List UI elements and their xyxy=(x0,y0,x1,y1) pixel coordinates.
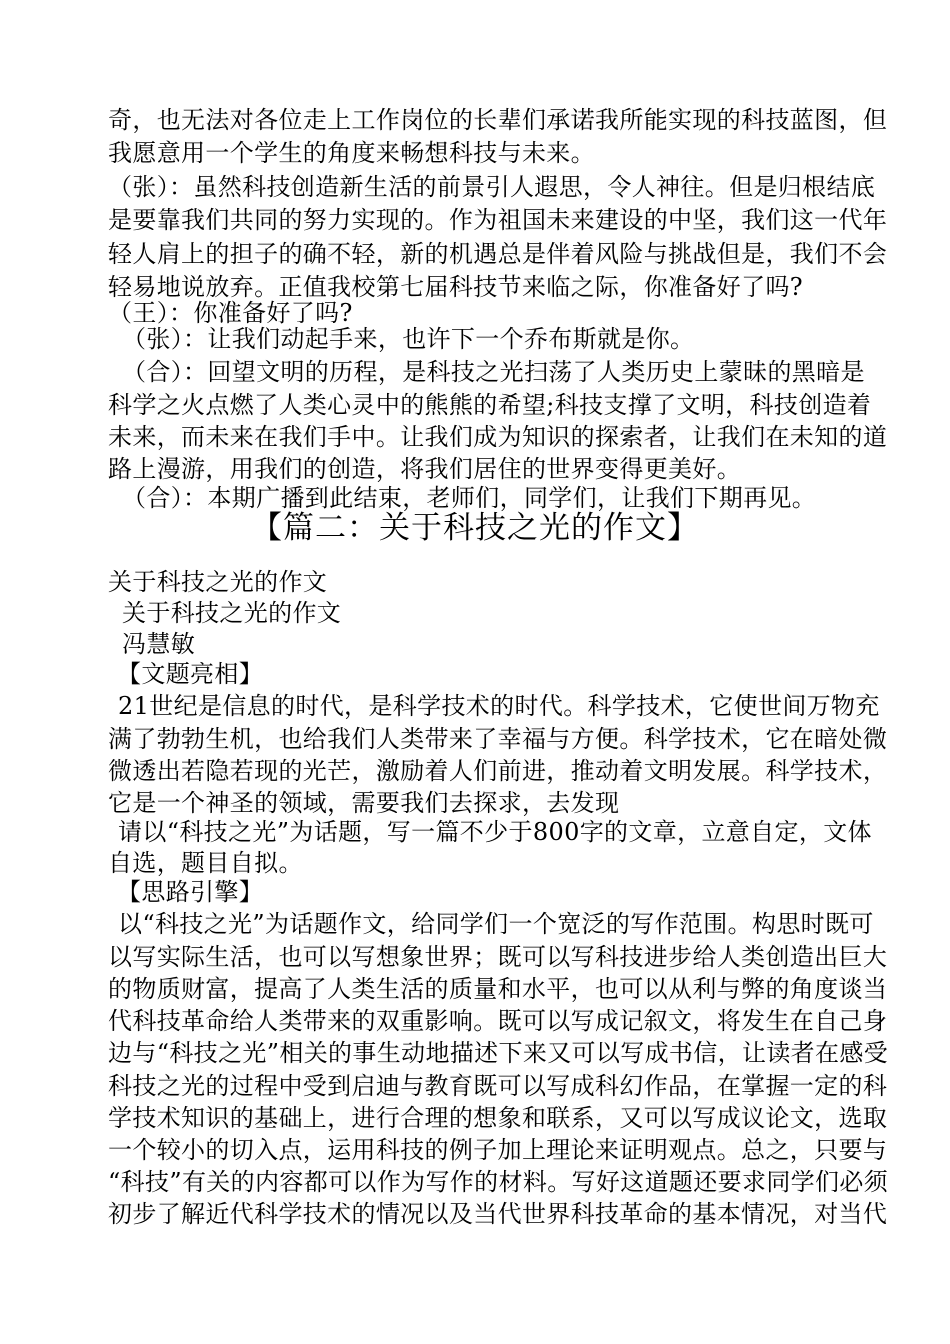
dialogue-line-wang: （王）：你准备好了吗? xyxy=(108,299,353,327)
paragraph-line: 学技术知识的基础上，进行合理的想象和联系，又可以写成议论文，选取 xyxy=(108,1104,888,1132)
subsection-label: 【文题亮相】 xyxy=(117,660,264,688)
paragraph-line: 我愿意用一个学生的角度来畅想科技与未来。 xyxy=(108,139,595,167)
author-name: 冯慧敏 xyxy=(122,630,196,658)
paragraph-line: 边与“科技之光”相关的事生动地描述下来又可以写成书信，让读者在感受 xyxy=(108,1039,889,1067)
paragraph-line: 路上漫游，用我们的创造，将我们居住的世界变得更美好。 xyxy=(108,455,742,483)
paragraph-line: 它是一个神圣的领域，需要我们去探求，去发现 xyxy=(108,789,620,817)
dialogue-line-zhang: （张）：让我们动起手来，也许下一个乔布斯就是你。 xyxy=(122,325,695,353)
dialogue-line-zhang: （张）：虽然科技创造新生活的前景引人遐思，令人神往。但是归根结底 xyxy=(108,173,876,201)
paragraph-line: 是要靠我们共同的努力实现的。作为祖国未来建设的中坚，我们这一代年 xyxy=(108,206,888,234)
dialogue-line-together: （合）：本期广播到此结束，老师们，同学们，让我们下期再见。 xyxy=(122,484,817,512)
essay-title: 关于科技之光的作文 xyxy=(108,568,328,596)
paragraph-line: 初步了解近代科学技术的情况以及当代世界科技革命的基本情况，对当代 xyxy=(108,1200,888,1228)
paragraph-line: 轻人肩上的担子的确不轻，新的机遇总是伴着风险与挑战但是，我们不会 xyxy=(108,240,888,268)
dialogue-line-together: （合）：回望文明的历程，是科技之光扫荡了人类历史上蒙昧的黑暗是 xyxy=(122,358,865,386)
paragraph-line: 轻易地说放弃。正值我校第七届科技节来临之际，你准备好了吗? xyxy=(108,273,804,301)
paragraph-line: 一个较小的切入点，运用科技的例子加上理论来证明观点。总之，只要与 xyxy=(108,1136,888,1164)
essay-subtitle: 关于科技之光的作文 xyxy=(122,599,342,627)
subsection-label: 【思路引擎】 xyxy=(117,878,264,906)
paragraph-line: 以“科技之光”为话题作文，给同学们一个宽泛的写作范围。构思时既可 xyxy=(118,910,874,938)
paragraph-line: 科技之光的过程中受到启迪与教育既可以写成科幻作品，在掌握一定的科 xyxy=(108,1072,888,1100)
paragraph-line: 代科技革命给人类带来的双重影响。既可以写成记叙文，将发生在自己身 xyxy=(108,1007,888,1035)
paragraph-line: 自选，题目自拟。 xyxy=(108,849,303,877)
paragraph-line: 奇，也无法对各位走上工作岗位的长辈们承诺我所能实现的科技蓝图，但 xyxy=(108,106,888,134)
paragraph-line: 未来，而未来在我们手中。让我们成为知识的探索者，让我们在未知的道 xyxy=(108,423,888,451)
paragraph-line: 的物质财富，提高了人类生活的质量和水平，也可以从利与弊的角度谈当 xyxy=(108,975,888,1003)
paragraph-line: 科学之火点燃了人类心灵中的熊熊的希望;科技支撑了文明，科技创造着 xyxy=(108,391,872,419)
section-heading: 【篇二：关于科技之光的作文】 xyxy=(251,510,699,546)
paragraph-line: 请以“科技之光”为话题，写一篇不少于800字的文章，立意自定，文体 xyxy=(118,818,872,846)
paragraph-line: 以写实际生活，也可以写想象世界；既可以写科技进步给人类创造出巨大 xyxy=(108,943,888,971)
paragraph-line: 满了勃勃生机，也给我们人类带来了幸福与方便。科学技术，它在暗处微 xyxy=(108,725,888,753)
paragraph-line: “科技”有关的内容都可以作为写作的材料。写好这道题还要求同学们必须 xyxy=(108,1168,889,1196)
paragraph-line: 21世纪是信息的时代，是科学技术的时代。科学技术，它使世间万物充 xyxy=(118,692,880,720)
paragraph-line: 微透出若隐若现的光芒，激励着人们前进，推动着文明发展。科学技术， xyxy=(108,757,888,785)
